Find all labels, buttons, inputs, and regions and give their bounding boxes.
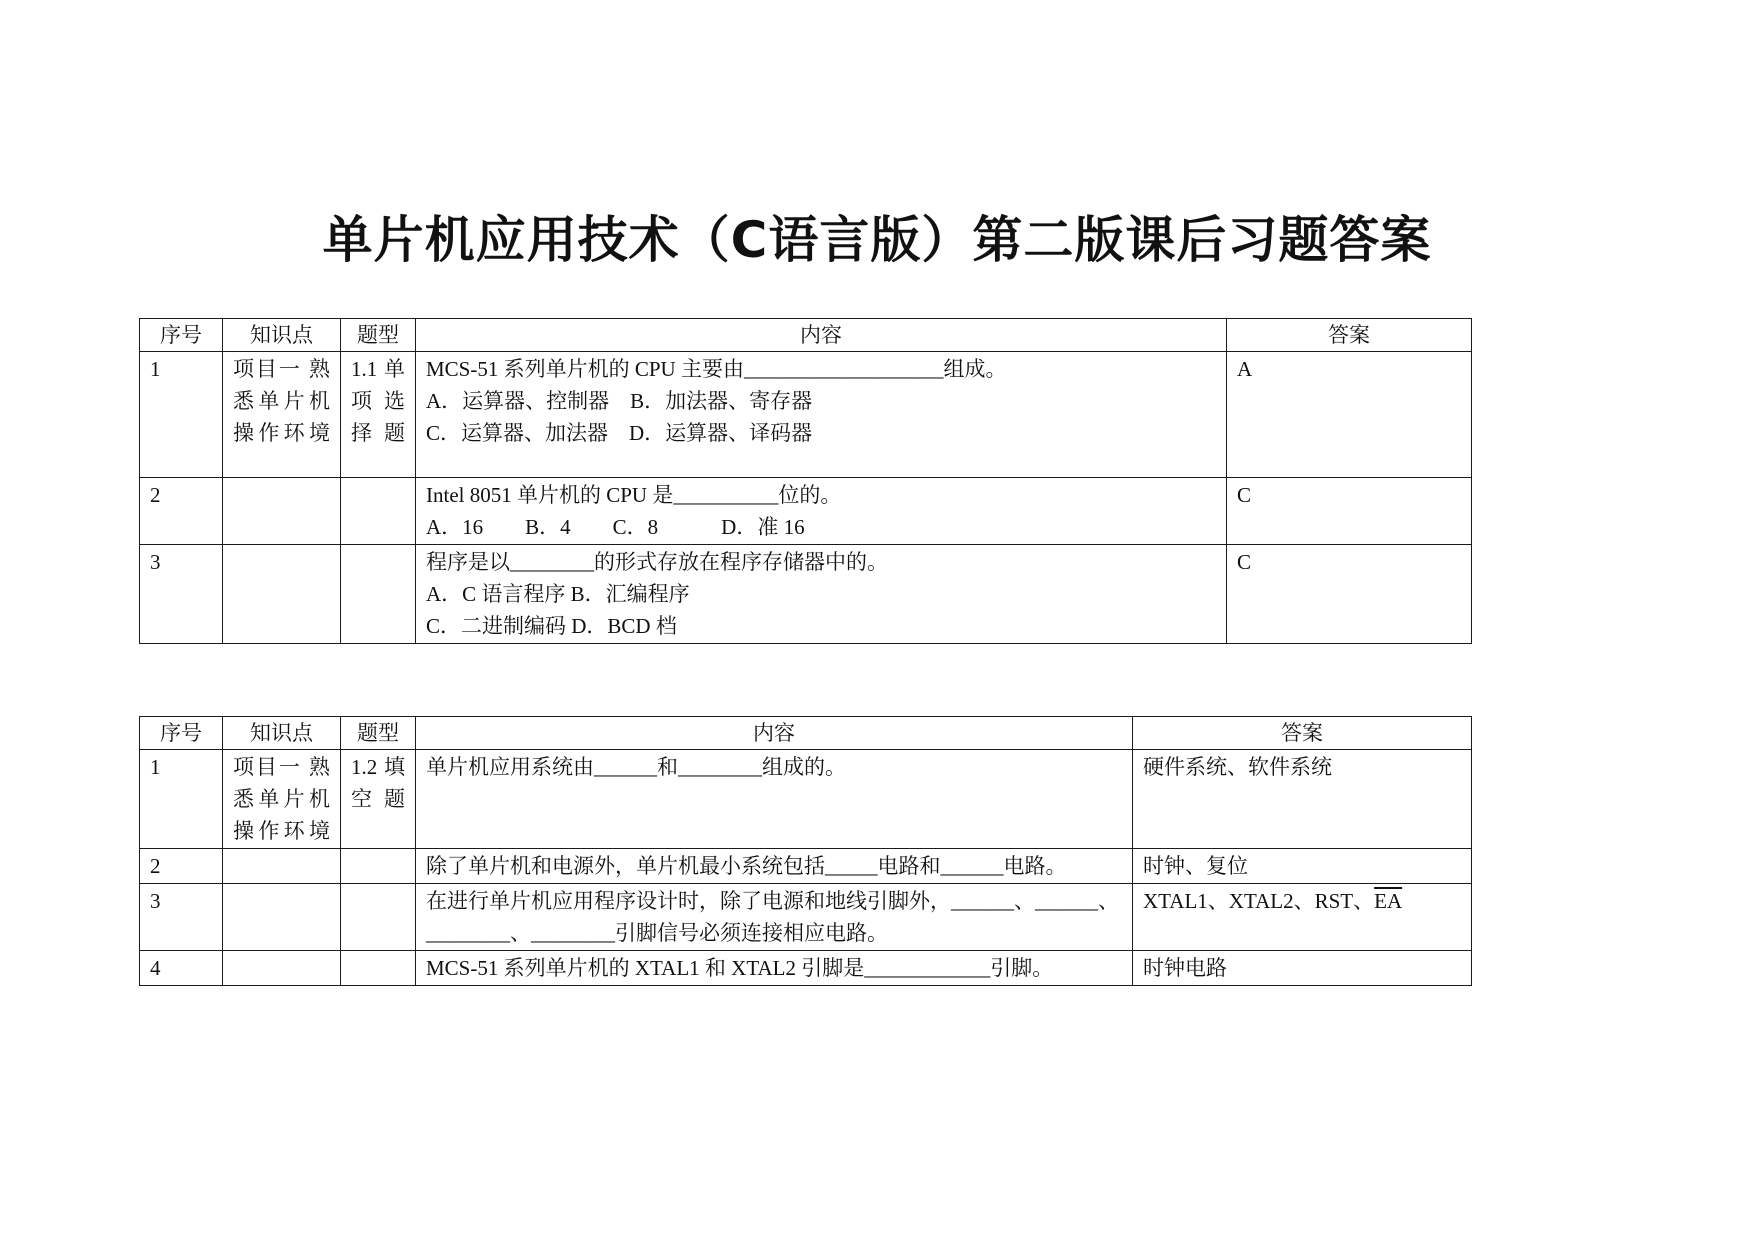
question-line: 程序是以________的形式存放在程序存储器中的。 <box>426 550 888 574</box>
table-row <box>140 750 1472 849</box>
header-answer: 答案 <box>1227 319 1472 352</box>
header-content: 内容 <box>416 319 1227 352</box>
row-number: 4 <box>140 951 223 986</box>
answer-cell: A <box>1227 352 1472 478</box>
row-number: 2 <box>140 478 223 545</box>
question-type: 1.2 填空题 <box>341 750 416 849</box>
table-row <box>140 352 1472 478</box>
header-no: 序号 <box>140 319 223 352</box>
knowledge-point: 项目一 熟悉单片机操作环境 <box>223 352 341 478</box>
answer-cell: C <box>1227 478 1472 545</box>
question-line: 在进行单片机应用程序设计时，除了电源和地线引脚外，______、______、 <box>426 889 1119 913</box>
knowledge-point <box>223 849 341 884</box>
answer-text: XTAL1、XTAL2、RST、 <box>1143 889 1375 913</box>
row-number: 3 <box>140 545 223 644</box>
answer-cell: 时钟、复位 <box>1133 849 1472 884</box>
table-row <box>140 849 1472 884</box>
choice-questions-table <box>139 318 1472 644</box>
question-content <box>416 849 1133 884</box>
question-type: 1.1 单项选择题 <box>341 352 416 478</box>
document-title: 单片机应用技术（C语言版）第二版课后习题答案 <box>322 211 1432 269</box>
question-option-line: C．二进制编码 D．BCD 档 <box>426 614 677 638</box>
question-content <box>416 884 1133 951</box>
table-row <box>140 545 1472 644</box>
knowledge-point <box>223 951 341 986</box>
answer-overline-text: $\overline{EA}$ <box>1374 889 1403 913</box>
knowledge-point <box>223 545 341 644</box>
question-option-line: A．C 语言程序 B．汇编程序 <box>426 582 690 606</box>
question-line: MCS-51 系列单片机的 CPU 主要由___________________组成。 <box>426 357 1007 381</box>
knowledge-point: 项目一 熟悉单片机操作环境 <box>223 750 341 849</box>
table-header-row <box>140 717 1472 750</box>
header-content: 内容 <box>416 717 1133 750</box>
header-type: 题型 <box>341 319 416 352</box>
question-type <box>341 478 416 545</box>
row-number: 1 <box>140 750 223 849</box>
question-line: MCS-51 系列单片机的 XTAL1 和 XTAL2 引脚是____________引脚。 <box>426 956 1054 980</box>
question-type <box>341 545 416 644</box>
header-type: 题型 <box>341 717 416 750</box>
question-option-line: C．运算器、加法器 D．运算器、译码器 <box>426 421 813 445</box>
answer-cell: 时钟电路 <box>1133 951 1472 986</box>
table-row <box>140 884 1472 951</box>
question-content <box>416 352 1227 478</box>
knowledge-point <box>223 478 341 545</box>
question-line: Intel 8051 单片机的 CPU 是__________位的。 <box>426 483 842 507</box>
fill-blank-questions-table <box>139 716 1472 986</box>
question-content <box>416 750 1133 849</box>
row-number: 1 <box>140 352 223 478</box>
header-knowledge: 知识点 <box>223 717 341 750</box>
question-line: 除了单片机和电源外，单片机最小系统包括_____电路和______电路。 <box>426 854 1067 878</box>
answer-cell: C <box>1227 545 1472 644</box>
knowledge-point <box>223 884 341 951</box>
question-line: 单片机应用系统由______和________组成的。 <box>426 755 846 779</box>
question-option-line: A．16 B．4 C．8 D．准 16 <box>426 515 805 539</box>
question-type <box>341 951 416 986</box>
question-content <box>416 478 1227 545</box>
answer-cell: 硬件系统、软件系统 <box>1133 750 1472 849</box>
header-answer: 答案 <box>1133 717 1472 750</box>
table-row <box>140 478 1472 545</box>
question-type <box>341 849 416 884</box>
row-number: 2 <box>140 849 223 884</box>
question-content <box>416 545 1227 644</box>
question-line: ________、________引脚信号必须连接相应电路。 <box>426 921 888 945</box>
table-row <box>140 951 1472 986</box>
question-type <box>341 884 416 951</box>
question-content <box>416 951 1133 986</box>
question-option-line: A．运算器、控制器 B．加法器、寄存器 <box>426 389 813 413</box>
header-knowledge: 知识点 <box>223 319 341 352</box>
table-header-row <box>140 319 1472 352</box>
row-number: 3 <box>140 884 223 951</box>
answer-cell <box>1133 884 1472 951</box>
header-no: 序号 <box>140 717 223 750</box>
